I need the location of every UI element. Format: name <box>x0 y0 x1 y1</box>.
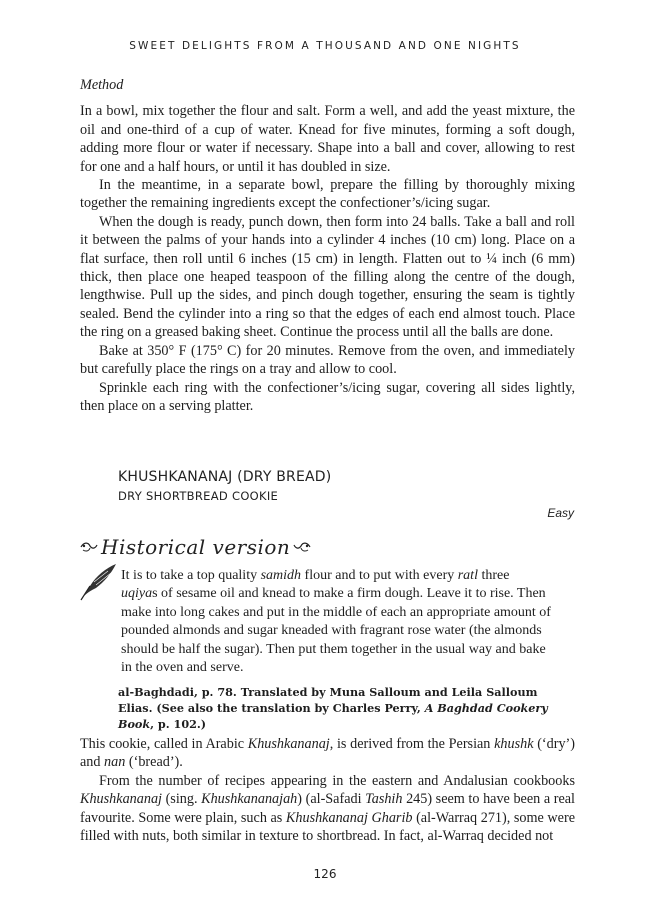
method-paragraph: In a bowl, mix together the flour and salt. Form a well, and add the yeast mixture, the oil and one-third of a cup of water. Knead for five minutes, forming a soft dough, adding more flour or water if necessary. Shape into a ball and cover, allowing to rest for one and a half hours, or until it has doubled in size. <box>80 103 575 175</box>
method-heading: Method <box>80 77 124 93</box>
historical-version-heading <box>80 534 311 560</box>
discussion-paragraph <box>80 735 575 772</box>
discussion-paragraph <box>80 772 575 846</box>
method-paragraph: In the meantime, in a separate bowl, prepare the filling by thoroughly mixing together the remaining ingredients except the confectioner’s/icing sugar. <box>80 177 575 212</box>
historical-text: It is to take a top quality <box>121 568 261 583</box>
floral-ornament-icon <box>80 540 98 554</box>
citation-end: , p. 102.) <box>150 717 207 731</box>
difficulty-label: Easy <box>547 506 574 520</box>
page-number: 126 <box>313 867 337 881</box>
text-run: From the number of recipes appearing in the eastern and Andalusian cookbooks <box>99 772 575 789</box>
text-emphasis: Khushkananajah <box>201 791 298 808</box>
text-emphasis: Khushkananaj <box>80 791 162 808</box>
citation-text: al-Baghdadi, p. 78. Translated by Muna Salloum and Leila Salloum Elias. (See also the translation by Charles Perry, <box>118 685 538 715</box>
text-run: 245) seem to have been a real favourite. Some were plain, such as <box>80 791 575 826</box>
method-paragraph: Sprinkle each ring with the confectioner’s/icing sugar, covering all sides lightly, then place on a serving platter. <box>80 379 575 414</box>
text-run: (‘dry’) and <box>80 736 575 771</box>
floral-ornament-icon <box>293 540 311 554</box>
citation-book-title: A Baghdad Cookery Book <box>118 701 548 731</box>
recipe-title: KHUSHKANANAJ (DRY BREAD) <box>118 469 332 485</box>
discussion-section <box>80 735 575 845</box>
text-run: ) (al-Safadi <box>297 791 366 808</box>
text-emphasis: nan <box>104 754 126 771</box>
historical-text: flour and to put with every <box>301 568 458 583</box>
text-emphasis: Khushkananaj Gharib <box>285 809 413 826</box>
method-section <box>80 76 575 415</box>
historical-term: uqiya <box>121 586 153 602</box>
text-emphasis: khushk <box>494 736 534 752</box>
historical-version-title: Historical version <box>101 535 291 559</box>
text-run: This cookie, called in Arabic <box>80 736 248 752</box>
method-paragraph: Bake at 350° F (175° C) for 20 minutes. Remove from the oven, and immediately but carefully place the rings on a tray and allow to cool. <box>80 342 575 378</box>
historical-term: ratl <box>457 568 478 583</box>
source-citation <box>118 684 558 732</box>
running-head: SWEET DELIGHTS FROM A THOUSAND AND ONE NIGHTS <box>129 40 521 52</box>
method-paragraph: When the dough is ready, punch down, then form into 24 balls. Take a ball and roll it between the palms of your hands into a cylinder 4 inches (10 cm) long. Place on a flat surface, then roll until 6 inches (15 cm) in length. Flatten out to ¼ inch (6 mm) thick, then place one heaped teaspoon of the filling along the centre of the dough, lengthwise. Pull up the sides, and pinch dough together, ensuring the seam is tightly sealed. Bend the cylinder into a ring so that the edges of each end almost touch. Place the ring on a greased baking sheet. Continue the process until all the balls are done. <box>80 213 575 341</box>
text-run: (‘bread’). <box>125 754 183 771</box>
historical-term: samidh <box>260 568 302 583</box>
text-run: (sing. <box>161 791 202 808</box>
text-emphasis: Tashih <box>365 791 403 808</box>
historical-recipe-text <box>99 567 554 677</box>
text-run: (al-Warraq 271), some were filled with nuts, both similar in texture to shortbread. In fact, al-Warraq decided not <box>80 809 575 845</box>
historical-text: s of sesame oil and knead to make a firm dough. Leave it to rise. Then make into long cakes and put in the middle of each an appropriate amount of pounded almonds and sugar kneaded with fragrant rose water (the almonds should be half the sugar). Then put them together in the usual way and bake in the oven and serve. <box>121 586 551 676</box>
historical-text: three <box>477 568 510 583</box>
recipe-subtitle: DRY SHORTBREAD COOKIE <box>118 489 279 503</box>
text-run: , is derived from the Persian <box>329 736 495 752</box>
text-emphasis: Khushkananaj <box>247 736 330 752</box>
